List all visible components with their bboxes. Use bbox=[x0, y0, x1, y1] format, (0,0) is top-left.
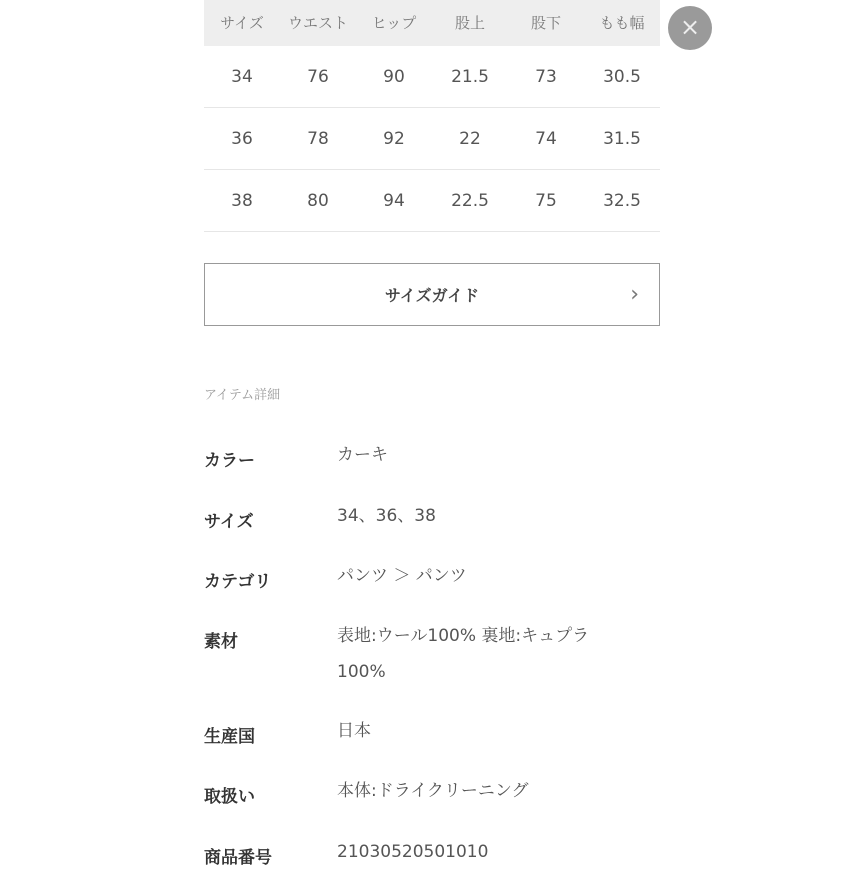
header-cell: ヒップ bbox=[371, 14, 417, 32]
detail-value: カーキ bbox=[337, 445, 388, 465]
size-guide-label: サイズガイド bbox=[384, 286, 480, 305]
size-guide-button[interactable] bbox=[204, 263, 660, 326]
detail-label: カラー bbox=[204, 451, 255, 471]
detail-label: サイズ bbox=[204, 512, 254, 532]
table-header bbox=[204, 0, 660, 46]
detail-row bbox=[204, 722, 644, 749]
table-cell: 32.5 bbox=[603, 190, 641, 211]
detail-value: 表地:ウール100% 裏地:キュプラ100% bbox=[337, 626, 590, 682]
detail-row bbox=[204, 446, 644, 473]
table-cell: 34 bbox=[231, 66, 253, 87]
table-row bbox=[204, 46, 660, 108]
detail-value: 34、36、38 bbox=[337, 506, 436, 526]
detail-label: 商品番号 bbox=[204, 848, 272, 868]
table-cell: 36 bbox=[231, 128, 253, 149]
header-cell: もも幅 bbox=[599, 14, 645, 32]
header-cell: 股上 bbox=[454, 14, 485, 32]
detail-row bbox=[204, 567, 644, 594]
table-row bbox=[204, 108, 660, 170]
table-cell: 94 bbox=[383, 190, 405, 211]
detail-label: 素材 bbox=[204, 632, 238, 652]
header-cell: ウエスト bbox=[287, 14, 348, 32]
table-cell: 22 bbox=[459, 128, 481, 149]
detail-value: 日本 bbox=[337, 721, 371, 741]
table-cell: 73 bbox=[535, 66, 557, 87]
table-cell: 38 bbox=[231, 190, 253, 211]
close-icon[interactable]: × bbox=[668, 6, 712, 50]
detail-value: パンツ ＞ パンツ bbox=[337, 566, 467, 586]
detail-label: カテゴリ bbox=[204, 572, 272, 592]
table-cell: 31.5 bbox=[603, 128, 641, 149]
detail-value: 本体:ドライクリーニング bbox=[337, 781, 529, 801]
table-cell: 80 bbox=[307, 190, 329, 211]
section-title: アイテム詳細 bbox=[204, 388, 281, 403]
table-cell: 74 bbox=[535, 128, 557, 149]
detail-label: 生産国 bbox=[204, 727, 255, 747]
detail-row bbox=[204, 782, 644, 809]
table-cell: 76 bbox=[307, 66, 329, 87]
table-cell: 90 bbox=[383, 66, 405, 87]
header-cell: 股下 bbox=[530, 14, 561, 32]
table-cell: 21.5 bbox=[451, 66, 489, 87]
table-cell: 78 bbox=[307, 128, 329, 149]
detail-value: 21030520501010 bbox=[337, 842, 489, 862]
chevron-right-icon: › bbox=[630, 282, 639, 307]
detail-row bbox=[204, 627, 644, 690]
table-cell: 75 bbox=[535, 190, 557, 211]
detail-row bbox=[204, 507, 644, 534]
header-cell: サイズ bbox=[220, 14, 264, 32]
table-row bbox=[204, 170, 660, 232]
detail-row bbox=[204, 843, 644, 870]
table-cell: 30.5 bbox=[603, 66, 641, 87]
table-cell: 92 bbox=[383, 128, 405, 149]
detail-label: 取扱い bbox=[204, 787, 255, 807]
size-table bbox=[204, 0, 660, 232]
table-cell: 22.5 bbox=[451, 190, 489, 211]
